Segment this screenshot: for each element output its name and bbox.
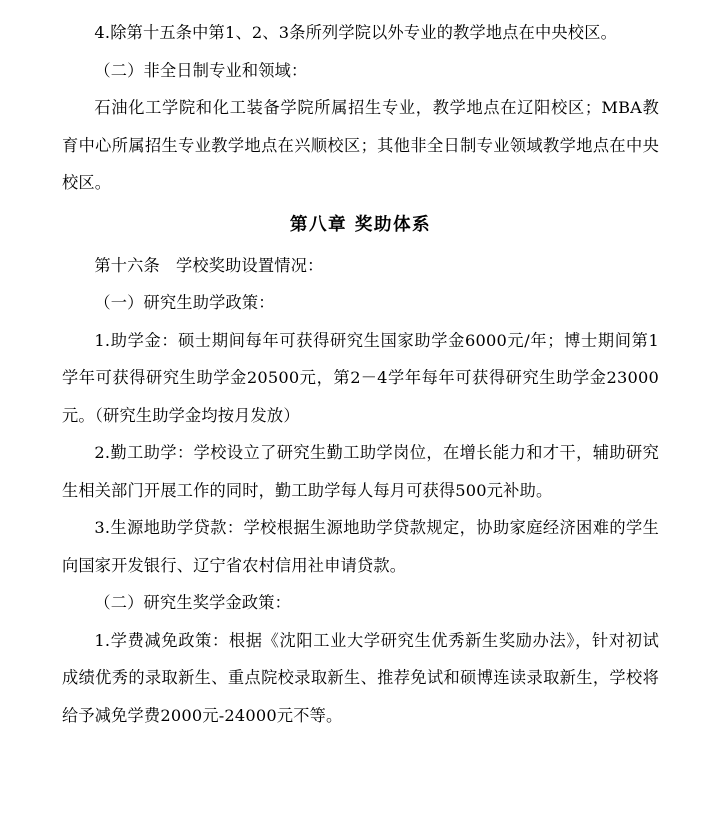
paragraph-section-2: （二）非全日制专业和领域： bbox=[94, 60, 308, 80]
paragraph-subsection-1: （一）研究生助学政策： bbox=[94, 293, 275, 312]
paragraph-item-4: 4.除第十五条中第1、2、3条所列学院以外专业的教学地点在中央校区。 bbox=[94, 23, 617, 42]
paragraph-subsection-2: （二）研究生奖学金政策： bbox=[94, 593, 292, 612]
paragraph-student-loan: 3.生源地助学贷款：学校根据生源地助学贷款规定，协助家庭经济困难的学生向国家开发银行、辽宁省农村信用社申请贷款。 bbox=[62, 518, 659, 575]
paragraph-work-study: 2.勤工助学：学校设立了研究生勤工助学岗位，在增长能力和才干，辅助研究生相关部门开展工作的同时，勤工助学每人每月可获得500元补助。 bbox=[62, 443, 659, 500]
paragraph-tuition-reduction: 1.学费减免政策：根据《沈阳工业大学研究生优秀新生奖励办法》，针对初试成绩优秀的录取新生、重点院校录取新生、推荐免试和硕博连读录取新生，学校将给予减免学费2000元-24000元不等。 bbox=[62, 630, 659, 725]
paragraph-stipend: 1.助学金：硕士期间每年可获得研究生国家助学金6000元/年；博士期间第1学年可获得研究生助学金20500元，第2－4学年每年可获得研究生助学金23000元。（研究生助学金均按月发放） bbox=[62, 330, 659, 425]
paragraph-article-16: 第十六条 学校奖助设置情况： bbox=[94, 255, 324, 275]
chapter-heading: 第八章 奖助体系 bbox=[289, 213, 432, 235]
paragraph-teaching-locations: 石油化工学院和化工装备学院所属招生专业，教学地点在辽阳校区；MBA教育中心所属招生专业教学地点在兴顺校区；其他非全日制专业领域教学地点在中央校区。 bbox=[62, 98, 659, 192]
